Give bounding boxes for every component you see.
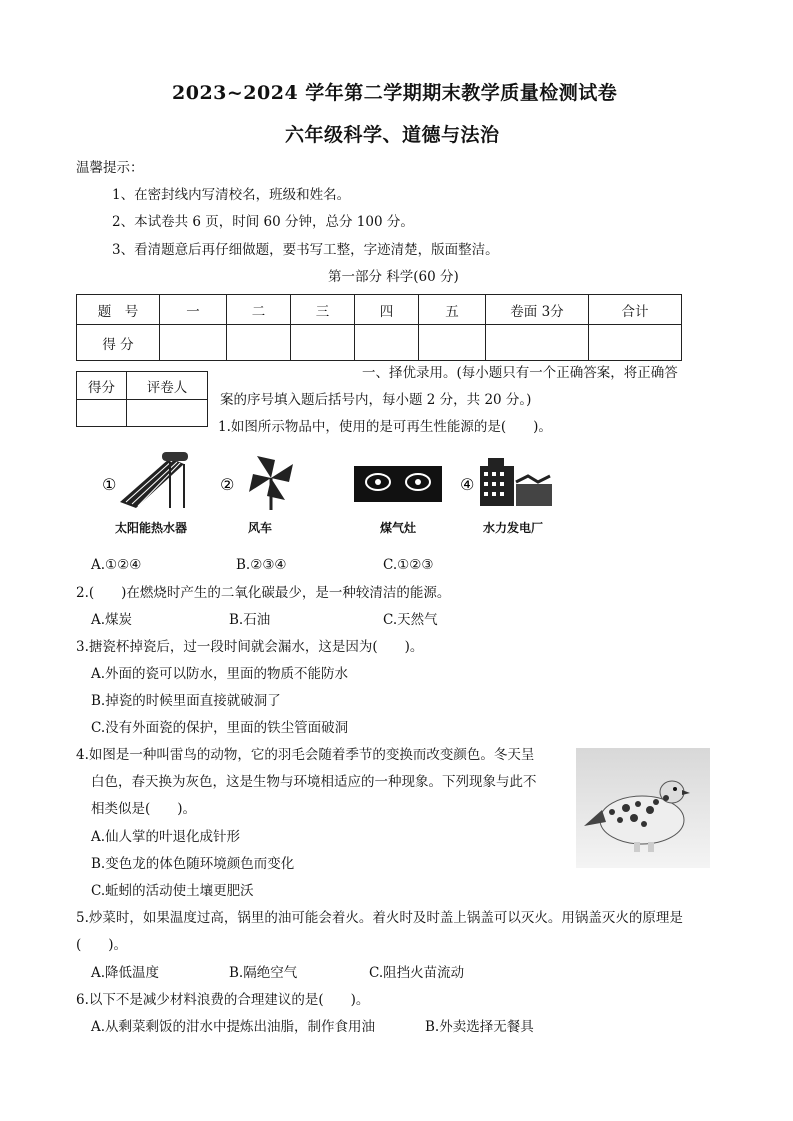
score-header: 二	[227, 295, 291, 325]
pinwheel-icon	[216, 450, 306, 510]
q4-stem-line3: 相类似是( )。	[91, 801, 197, 817]
q6-option-b[interactable]: B.外卖选择无餐具	[425, 1019, 534, 1035]
score-header: 题 号	[77, 295, 160, 325]
q1-image-caption-4: 水力发电厂	[482, 521, 543, 535]
hydropower-plant-icon	[458, 452, 558, 508]
q2-stem: 2.( )在燃烧时产生的二氧化碳最少，是一种较清洁的能源。	[76, 585, 451, 601]
q3-stem: 3.搪瓷杯掉瓷后，过一段时间就会漏水，这是因为( )。	[76, 639, 424, 655]
score-header: 一	[160, 295, 227, 325]
q1-image-num-4: ④	[460, 475, 475, 494]
ptarmigan-bird-icon	[576, 748, 710, 868]
score-cell[interactable]	[355, 325, 419, 361]
q4-option-b[interactable]: B.变色龙的体色随环境颜色而变化	[91, 856, 295, 872]
q4-option-a[interactable]: A.仙人掌的叶退化成针形	[91, 829, 241, 845]
score-cell[interactable]	[419, 325, 486, 361]
exam-subtitle: 六年级科学、道德与法治	[285, 124, 500, 146]
notice-item-2: 2、本试卷共 6 页，时间 60 分钟，总分 100 分。	[112, 214, 414, 230]
q1-image-num-2: ②	[220, 475, 235, 494]
q1-image-caption-2: 风车	[247, 521, 272, 535]
q4-stem-line2: 白色，春天换为灰色，这是生物与环境相适应的一种现象。下列现象与此不	[91, 774, 537, 790]
score-row-label: 得 分	[77, 325, 160, 361]
grader-score-cell[interactable]	[77, 400, 127, 427]
q1-image-caption-3: 煤气灶	[379, 521, 416, 535]
q6-stem: 6.以下不是减少材料浪费的合理建议的是( )。	[76, 992, 370, 1008]
q2-option-a[interactable]: A.煤炭	[91, 612, 133, 628]
part-title: 第一部分 科学(60 分)	[328, 269, 459, 285]
q6-option-a[interactable]: A.从剩菜剩饭的泔水中提炼出油脂，制作食用油	[91, 1019, 376, 1035]
q5-option-a[interactable]: A.降低温度	[91, 965, 160, 981]
q1-image-caption-1: 太阳能热水器	[114, 521, 187, 535]
q5-option-b[interactable]: B.隔绝空气	[229, 965, 298, 981]
score-header: 三	[291, 295, 355, 325]
notice-item-1: 1、在密封线内写清校名，班级和姓名。	[112, 187, 351, 203]
score-cell[interactable]	[291, 325, 355, 361]
q1-option-a[interactable]: A.①②④	[91, 557, 142, 573]
exam-title: 2023~2024 学年第二学期期末教学质量检测试卷	[172, 82, 618, 104]
grader-table	[76, 371, 208, 427]
score-cell[interactable]	[160, 325, 227, 361]
score-table	[76, 294, 682, 361]
gas-stove-icon	[352, 462, 444, 504]
score-cell[interactable]	[227, 325, 291, 361]
score-header: 五	[419, 295, 486, 325]
q1-option-b[interactable]: B.②③④	[236, 557, 287, 573]
q3-option-b[interactable]: B.掉瓷的时候里面直接就破洞了	[91, 693, 281, 709]
q1-stem: 1.如图所示物品中，使用的是可再生性能源的是( )。	[218, 419, 552, 435]
q3-option-a[interactable]: A.外面的瓷可以防水，里面的物质不能防水	[91, 666, 349, 682]
q4-stem-line1: 4.如图是一种叫雷鸟的动物，它的羽毛会随着季节的变换而改变颜色。冬天呈	[76, 747, 535, 763]
section1-instruction-line2: 案的序号填入题后括号内，每小题 2 分，共 20 分。)	[220, 392, 532, 408]
q1-image-num-1: ①	[102, 475, 117, 494]
q2-option-b[interactable]: B.石油	[229, 612, 271, 628]
score-header: 合计	[589, 295, 682, 325]
grader-score-label: 得分	[77, 372, 127, 400]
notice-item-3: 3、看清题意后再仔细做题，要书写工整，字迹清楚，版面整洁。	[112, 242, 499, 258]
q5-stem-line2: ( )。	[76, 937, 128, 953]
q3-option-c[interactable]: C.没有外面瓷的保护，里面的铁尘管面破洞	[91, 720, 349, 736]
notice-heading: 温馨提示：	[76, 160, 144, 176]
grader-name-cell[interactable]	[127, 400, 208, 427]
score-cell[interactable]	[486, 325, 589, 361]
score-header: 四	[355, 295, 419, 325]
q2-option-c[interactable]: C.天然气	[383, 612, 438, 628]
section1-instruction-line1: 一、择优录用。(每小题只有一个正确答案，将正确答	[362, 365, 678, 381]
q1-option-c[interactable]: C.①②③	[383, 557, 434, 573]
score-cell[interactable]	[589, 325, 682, 361]
q4-option-c[interactable]: C.蚯蚓的活动使土壤更肥沃	[91, 883, 254, 899]
score-header: 卷面 3分	[486, 295, 589, 325]
solar-water-heater-icon	[100, 450, 210, 510]
grader-name-label: 评卷人	[127, 372, 208, 400]
q5-option-c[interactable]: C.阻挡火苗流动	[369, 965, 465, 981]
q5-stem-line1: 5.炒菜时，如果温度过高，锅里的油可能会着火。着火时及时盖上锅盖可以灭火。用锅盖灭火的原理是	[76, 910, 683, 926]
